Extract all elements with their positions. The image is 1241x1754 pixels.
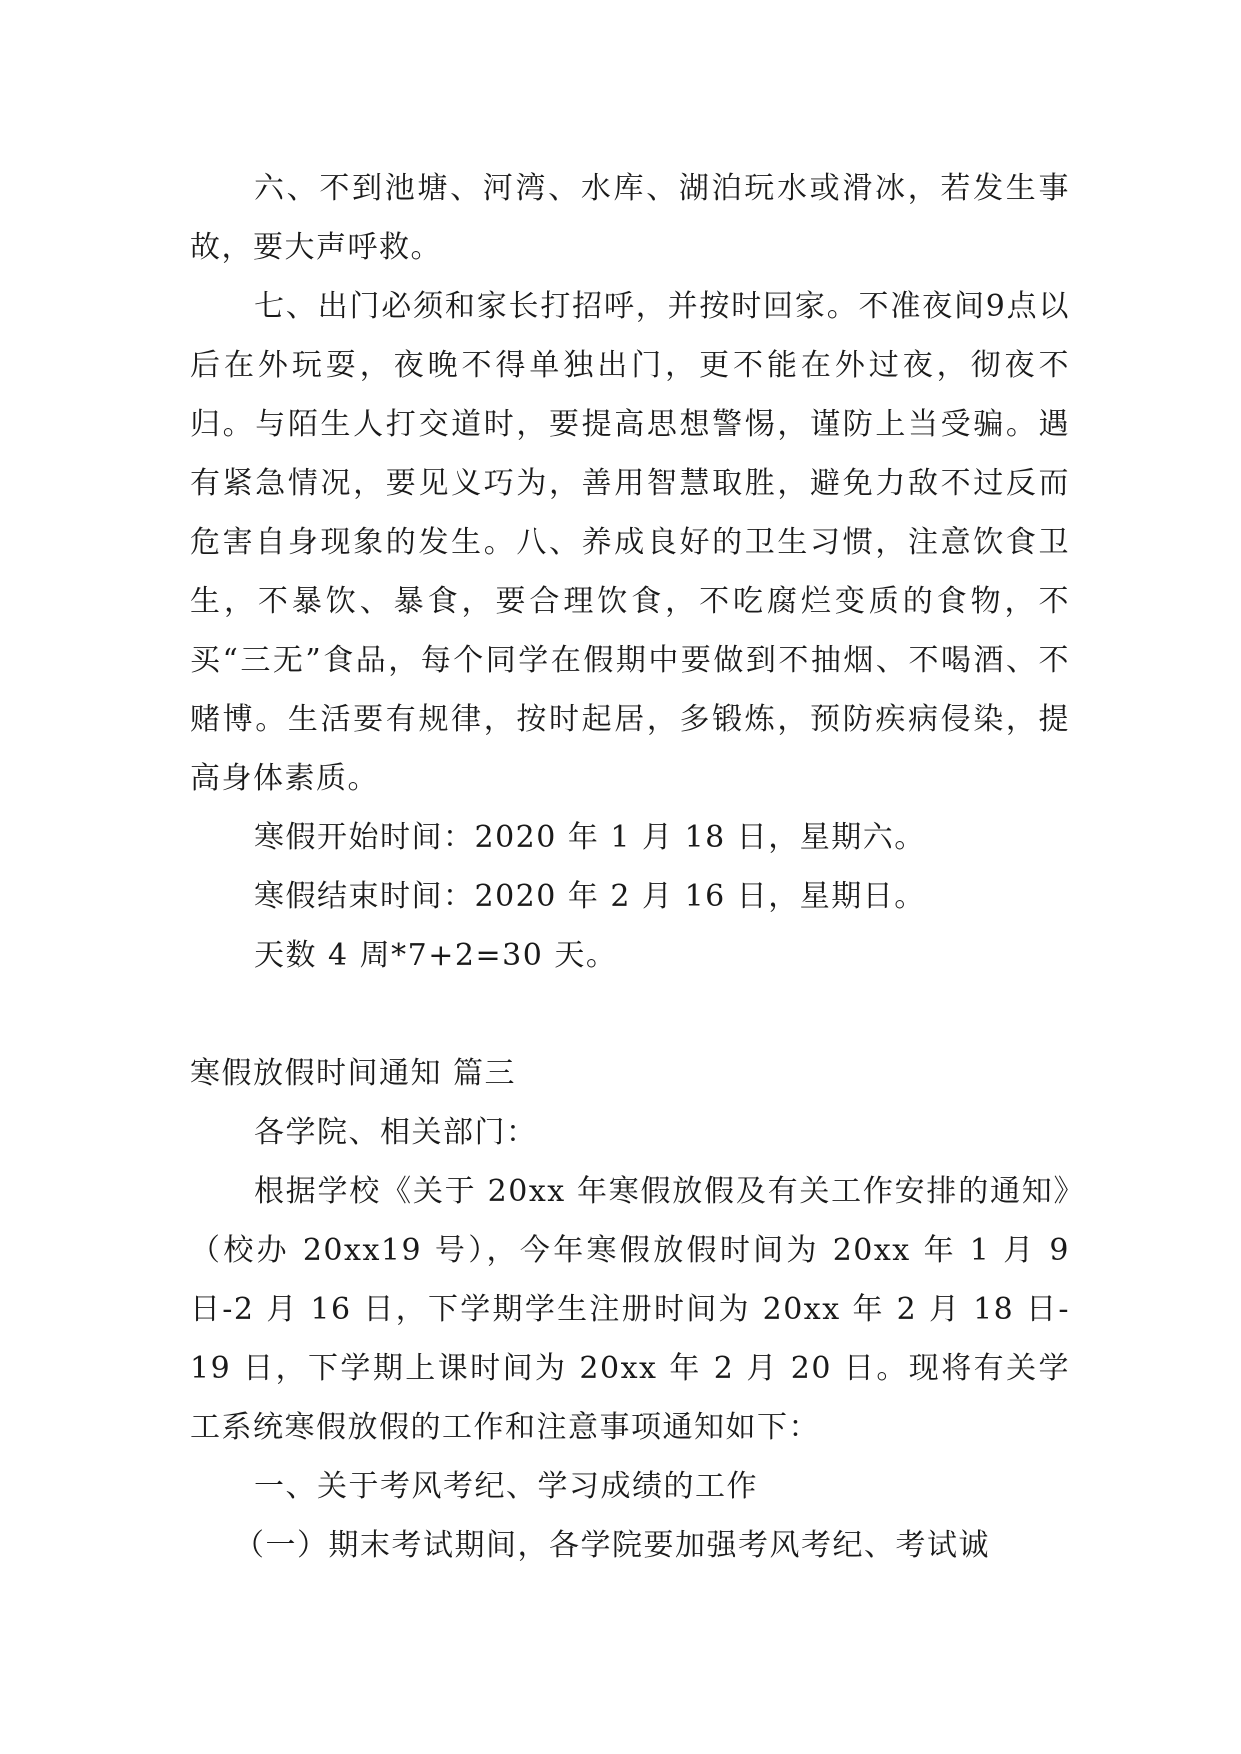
- item-one-heading: 一、关于考风考纪、学习成绩的工作: [254, 1469, 758, 1504]
- winter-break-end: 寒假结束时间：2020 年 2 月 16 日，星期日。: [254, 879, 926, 914]
- winter-break-days: 天数 4 周*7+2=30 天。: [254, 938, 618, 973]
- paragraph-seven-eight: 七、出门必须和家长打招呼，并按时回家。不准夜间9点以后在外玩耍，夜晚不得单独出门，更不能在外过夜，彻夜不归。与陌生人打交道时，要提高思想警惕，谨防上当受骗。遇有紧急情况，要见义巧为，善用智慧取胜，避免力敌不过反而危害自身现象的发生。八、养成良好的卫生习惯，注意饮食卫生，不暴饮、暴食，要合理饮食，不吃腐烂变质的食物，不买“三无”食品，每个同学在假期中要做到不抽烟、不喝酒、不赌博。生活要有规律，按时起居，多锻炼，预防疾病侵染，提高身体素质。: [190, 289, 1070, 796]
- paragraph-six: 六、不到池塘、河湾、水库、湖泊玩水或滑冰，若发生事故，要大声呼救。: [190, 171, 1070, 265]
- document-body: [190, 159, 1070, 1575]
- blank-line: [190, 985, 1070, 1044]
- sub-item-one: （一）期末考试期间，各学院要加强考风考纪、考试诚: [234, 1528, 990, 1563]
- section-title: 寒假放假时间通知 篇三: [190, 1056, 517, 1091]
- winter-break-start: 寒假开始时间：2020 年 1 月 18 日，星期六。: [254, 820, 926, 855]
- notice-intro: 根据学校《关于 20xx 年寒假放假及有关工作安排的通知》（校办 20xx19 号），今年寒假放假时间为 20xx 年 1 月 9 日-2 月 16 日，下学期学生注册时间为 20xx 年 2 月 18 日-19 日，下学期上课时间为 20xx 年 2 月 20 日。现将有关学工系统寒假放假的工作和注意事项通知如下：: [190, 1174, 1070, 1445]
- addressee: 各学院、相关部门：: [254, 1115, 538, 1150]
